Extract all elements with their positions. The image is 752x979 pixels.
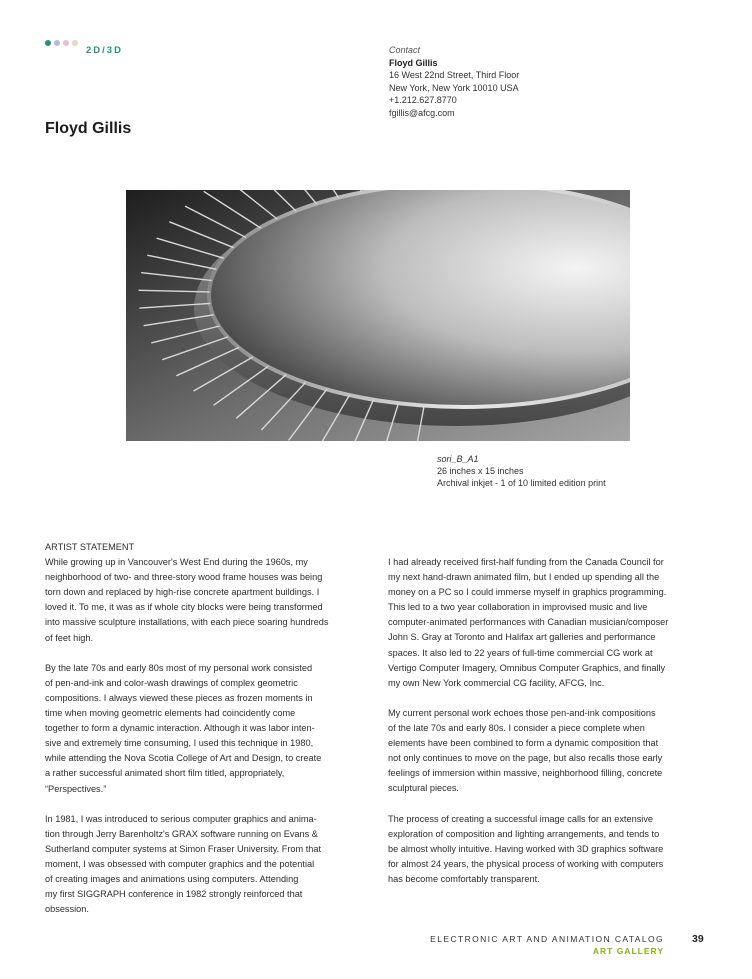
contact-email: fgillis@afcg.com (389, 107, 455, 118)
statement-line: of feet high. (45, 632, 94, 643)
statement-line: my first SIGGRAPH conference in 1982 strongly reinforced that (45, 889, 303, 900)
statement-line: moment, I was obsessed with computer graphics and the potential (45, 858, 315, 869)
statement-line: The process of creating a successful image calls for an extensive (388, 813, 654, 824)
contact-label: Contact (389, 45, 421, 55)
statement-line: loved it. To me, it was as if whole city blocks were being transformed (45, 602, 323, 613)
artwork-title: sori_B_A1 (437, 454, 479, 464)
color-dot (72, 40, 78, 46)
footer-section-title: ART GALLERY (592, 946, 664, 956)
statement-line: of pen-and-ink and color-wash drawings of complex geometric (45, 677, 298, 688)
statement-line: Vertigo Computer Imagery, Omnibus Computer Graphics, and finally (388, 662, 666, 673)
color-dot (54, 40, 60, 46)
statement-paragraph (388, 812, 708, 887)
statement-line: together to form a dynamic interaction. Although it was labor inten- (45, 723, 315, 734)
statement-heading: ARTIST STATEMENT (45, 542, 135, 552)
artwork-caption (437, 454, 606, 489)
statement-column-right (388, 555, 708, 902)
statement-line: spaces. It also led to 22 years of full-time commercial CG work at (388, 647, 653, 658)
statement-line: of creating images and animations using computers. Attending (45, 874, 299, 885)
statement-paragraph (388, 706, 708, 797)
statement-line: sive and extremely time consuming, I used this technique in 1980, (45, 738, 314, 749)
statement-line: This led to a two year collaboration in improvised music and live (388, 602, 648, 613)
statement-line: While growing up in Vancouver's West End during the 1960s, my (45, 557, 308, 568)
statement-line: while attending the Nova Scotia College of Art and Design, to create (45, 753, 322, 764)
statement-paragraph (45, 661, 365, 797)
statement-line: a rather successful animated short film titled, appropriately, (45, 768, 285, 779)
statement-column-left (45, 540, 365, 932)
statement-line: John S. Gray at Toronto and Halifax art galleries and performance (388, 632, 656, 643)
statement-line: has become comfortably transparent. (388, 873, 540, 884)
contact-phone: +1.212.627.8770 (389, 95, 457, 106)
statement-line: of the late 70s and early 80s. I consider a piece complete when (388, 723, 645, 734)
contact-address-line2: New York, New York 10010 USA (389, 82, 519, 93)
color-dot (63, 40, 69, 46)
statement-line: Sutherland computer systems at Simon Fraser University. From that (45, 843, 322, 854)
contact-address-line1: 16 West 22nd Street, Third Floor (389, 70, 520, 81)
statement-line: neighborhood of two- and three-story wood frame houses was being (45, 572, 323, 583)
statement-line: money on a PC so I could immerse myself in graphics programming. (388, 587, 667, 598)
statement-line: not only continues to move on the page, but also recalls those early (388, 753, 663, 764)
statement-line: my next hand-drawn animated film, but I ended up spending all the (388, 572, 660, 583)
statement-line: into massive sculpture installations, with each piece soaring hundreds (45, 617, 329, 628)
statement-line: torn down and replaced by high-rise concrete apartment buildings. I (45, 587, 320, 598)
statement-line: my own New York commercial CG facility, AFCG, Inc. (388, 677, 605, 688)
color-dot (45, 40, 51, 46)
statement-line: In 1981, I was introduced to serious computer graphics and anima- (45, 813, 317, 824)
statement-line: “Perspectives.” (45, 783, 107, 794)
statement-paragraph (388, 555, 708, 691)
statement-line: By the late 70s and early 80s most of my personal work consisted (45, 662, 313, 673)
artwork-dimensions: 26 inches x 15 inches (437, 465, 524, 476)
statement-paragraph (45, 555, 365, 646)
section-tag: 2D/3D (86, 45, 123, 56)
statement-line: computer-animated performances with Canadian musician/composer (388, 617, 669, 628)
statement-line: elements have been combined to form a dynamic composition that (388, 738, 659, 749)
statement-line: for almost 24 years, the physical process of working with computers (388, 858, 664, 869)
statement-line: obsession. (45, 904, 89, 915)
statement-line: My current personal work echoes those pen-and-ink compositions (388, 707, 656, 718)
artist-name: Floyd Gillis (45, 120, 132, 137)
contact-block (389, 44, 519, 120)
statement-line: tion through Jerry Barenholtz's GRAX software running on Evans & (45, 828, 318, 839)
artwork-image (126, 190, 630, 441)
color-dots (45, 40, 78, 46)
statement-line: be almost wholly intuitive. Having worked with 3D graphics software (388, 843, 664, 854)
statement-line: I had already received first-half funding from the Canada Council for (388, 557, 664, 567)
statement-line: exploration of composition and lighting arrangements, and tends to (388, 828, 660, 839)
artwork-medium: Archival inkjet - 1 of 10 limited edition print (437, 477, 606, 488)
footer-catalog-title: ELECTRONIC ART AND ANIMATION CATALOG (430, 934, 664, 944)
contact-name: Floyd Gillis (389, 57, 438, 68)
statement-line: feelings of immersion within massive, neighborhood filling, concrete (388, 768, 663, 779)
statement-paragraph (45, 812, 365, 918)
statement-line: time when moving geometric elements had coincidently come (45, 708, 296, 719)
page-number: 39 (692, 933, 704, 945)
statement-line: sculptural pieces. (388, 783, 459, 794)
statement-line: compositions. I always viewed these pieces as frozen moments in (45, 692, 313, 703)
